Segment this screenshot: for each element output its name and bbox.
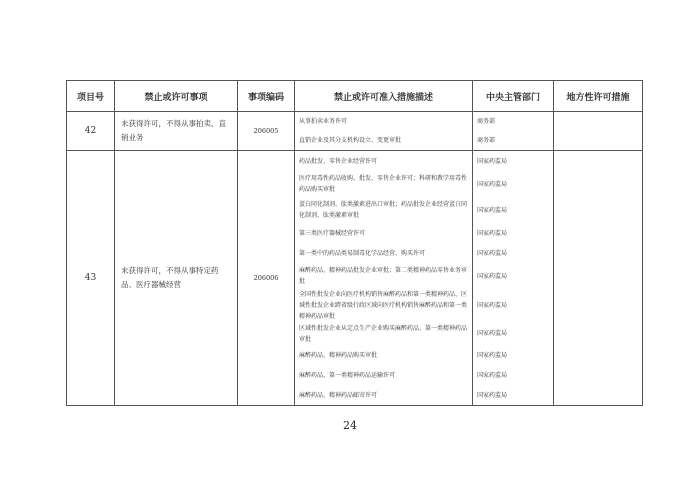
item-code: 206005 xyxy=(238,112,295,151)
measure-desc: 药品批发、零售企业经营许可 xyxy=(299,157,378,165)
central-dept: 国家药监局 xyxy=(477,330,508,337)
central-dept: 国家药监局 xyxy=(477,229,508,237)
item-name: 未获得许可，不得从事特定药品、医疗器械经营 xyxy=(115,151,238,406)
permit-table xyxy=(66,80,643,406)
measure-desc: 直销企业及其分支机构设立、变更审批 xyxy=(299,137,402,144)
item-number: 42 xyxy=(67,112,115,151)
header-item-code: 事项编码 xyxy=(238,81,295,112)
measure-desc: 第三类医疗器械经营许可 xyxy=(299,229,366,237)
item-code: 206006 xyxy=(238,151,295,406)
central-dept: 商务部 xyxy=(477,137,496,144)
central-dept: 国家药监局 xyxy=(477,180,508,188)
central-dept: 国家药监局 xyxy=(477,272,508,280)
table-header-row xyxy=(67,81,643,112)
central-dept: 国家药监局 xyxy=(477,249,508,257)
header-item-name: 禁止或许可事项 xyxy=(115,81,238,112)
header-central-dept: 中央主管部门 xyxy=(473,81,554,112)
measure-desc: 全国性批发企业向医疗机构销售麻醉药品和第一类精神药品、区域性批发企业跨省级行政区域向医疗机构销售麻醉药品和第一类精神药品审批 xyxy=(299,291,468,320)
measure-desc: 医疗用毒性药品收购、批发、零售企业许可；科研和教学用毒性药品购买审批 xyxy=(299,175,468,193)
central-dept-cell xyxy=(473,151,554,406)
central-dept: 商务部 xyxy=(477,118,496,125)
header-item-no: 项目号 xyxy=(67,81,115,112)
central-dept: 国家药监局 xyxy=(477,351,508,359)
measure-desc: 麻醉药品、精神药品邮寄许可 xyxy=(299,391,378,399)
measure-desc: 麻醉药品、精神药品批发企业审批；第二类精神药品零售业务审批 xyxy=(299,267,468,285)
page-number: 24 xyxy=(343,419,357,432)
item-number: 43 xyxy=(67,151,115,406)
central-dept: 国家药监局 xyxy=(477,391,508,399)
table-row xyxy=(67,151,643,406)
table-row xyxy=(67,112,643,151)
central-dept: 国家药监局 xyxy=(477,206,508,214)
measure-desc-cell xyxy=(295,112,473,151)
central-dept: 国家药监局 xyxy=(477,302,508,309)
measure-desc-cell xyxy=(295,151,473,406)
header-local-measure: 地方性许可措施 xyxy=(554,81,643,112)
measure-desc: 第一类中的药品类易制毒化学品经营、购买许可 xyxy=(299,249,426,257)
measure-desc: 从事拍卖业务许可 xyxy=(299,118,348,125)
local-measure-cell xyxy=(554,112,643,151)
central-dept: 国家药监局 xyxy=(477,371,508,379)
measure-desc: 麻醉药品、第一类精神药品运输许可 xyxy=(299,371,396,379)
header-measure-desc: 禁止或许可准入措施描述 xyxy=(295,81,473,112)
measure-desc: 蛋白同化制剂、肽类激素进出口审批；药品批发企业经营蛋白同化制剂、肽类激素审批 xyxy=(299,201,468,219)
measure-desc: 区域性批发企业从定点生产企业购买麻醉药品、第一类精神药品审批 xyxy=(299,324,468,343)
item-name: 未获得许可，不得从事拍卖、直销业务 xyxy=(115,112,238,151)
central-dept-cell xyxy=(473,112,554,151)
central-dept: 国家药监局 xyxy=(477,157,508,165)
measure-desc: 麻醉药品、精神药品购买审批 xyxy=(299,351,378,359)
local-measure-cell xyxy=(554,151,643,406)
